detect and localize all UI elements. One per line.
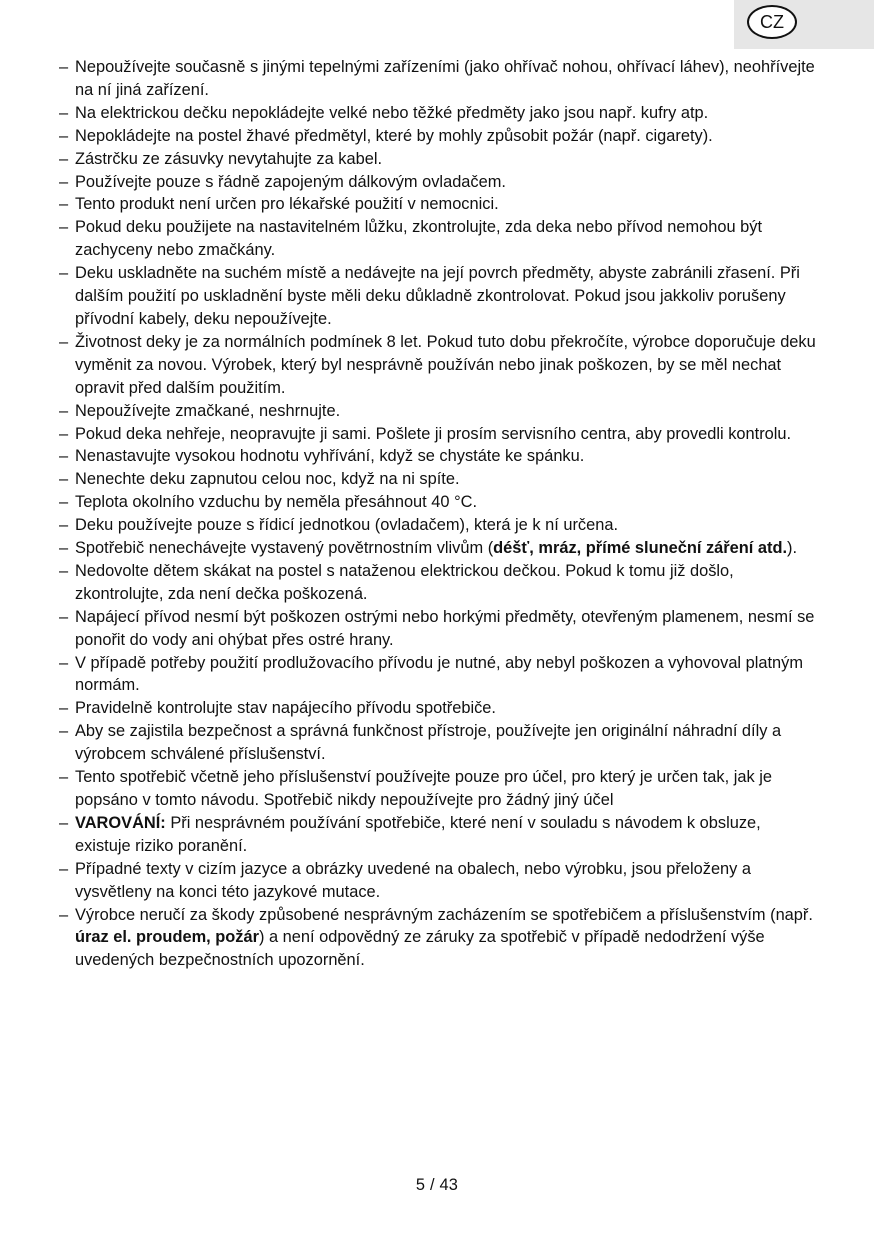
item-text: Tento spotřebič včetně jeho příslušenství používejte pouze pro účel, pro který je určen tak, jak je popsáno v tomto návodu. Spotřebič nikdy nepoužívejte pro žádný jiný účel (75, 768, 772, 809)
item-text: Zástrčku ze zásuvky nevytahujte za kabel. (75, 149, 383, 168)
list-item (59, 193, 819, 216)
list-item (59, 56, 819, 102)
list-dash: – (59, 470, 69, 489)
list-item (59, 514, 819, 537)
item-text: Používejte pouze s řádně zapojeným dálkovým ovladačem. (75, 172, 506, 191)
item-text: Deku používejte pouze s řídicí jednotkou (ovladačem), která je k ní určena. (75, 516, 618, 535)
list-dash: – (59, 401, 69, 420)
list-item (59, 491, 819, 514)
list-dash: – (59, 195, 69, 214)
item-text: Nenechte deku zapnutou celou noc, když na ni spíte. (75, 470, 460, 489)
list-dash: – (59, 493, 69, 512)
list-dash: – (59, 722, 69, 741)
item-text: ). (787, 539, 798, 558)
list-dash: – (59, 218, 69, 237)
list-item (59, 262, 819, 331)
list-dash: – (59, 768, 69, 787)
item-text: Výrobce neručí za škody způsobené nesprávným zacházením se spotřebičem a příslušenstvím (např. (75, 905, 813, 924)
list-dash: – (59, 653, 69, 672)
list-dash: – (59, 332, 69, 351)
list-dash: – (59, 516, 69, 535)
item-text: Nepoužívejte zmačkané, neshrnujte. (75, 401, 341, 420)
list-item (59, 400, 819, 423)
list-item (59, 331, 819, 400)
list-dash: – (59, 149, 69, 168)
list-item (59, 216, 819, 262)
safety-instructions-list (59, 56, 819, 972)
list-dash: – (59, 859, 69, 878)
list-dash: – (59, 813, 69, 832)
list-item (59, 102, 819, 125)
list-dash: – (59, 126, 69, 145)
item-text: Nenastavujte vysokou hodnotu vyhřívání, když se chystáte ke spánku. (75, 447, 585, 466)
list-item (59, 720, 819, 766)
list-dash: – (59, 699, 69, 718)
list-item (59, 606, 819, 652)
item-text: Pokud deka nehřeje, neopravujte ji sami. Pošlete ji prosím servisního centra, aby provedli kontrolu. (75, 424, 792, 443)
list-dash: – (59, 172, 69, 191)
list-item (59, 537, 819, 560)
list-dash: – (59, 264, 69, 283)
item-text: Na elektrickou dečku nepokládejte velké nebo těžké předměty jako jsou např. kufry atp. (75, 103, 709, 122)
list-item (59, 171, 819, 194)
list-dash: – (59, 607, 69, 626)
list-item (59, 125, 819, 148)
list-item (59, 904, 819, 973)
item-text: V případě potřeby použití prodlužovacího přívodu je nutné, aby nebyl poškozen a vyhovoval platným normám. (75, 653, 804, 695)
item-text: Tento produkt není určen pro lékařské použití v nemocnici. (75, 195, 499, 214)
item-text: Napájecí přívod nesmí být poškozen ostrými nebo horkými předměty, otevřeným plamenem, nesmí se ponořit do vody ani ohýbat přes ostré hrany. (75, 607, 815, 649)
list-item (59, 148, 819, 171)
item-text: Případné texty v cizím jazyce a obrázky uvedené na obalech, nebo výrobku, jsou přeloženy a vysvětleny na konci této jazykové mutace. (75, 859, 752, 901)
list-item (59, 858, 819, 904)
list-dash: – (59, 561, 69, 580)
item-text: Nedovolte dětem skákat na postel s nataženou elektrickou dečkou. Pokud k tomu již došlo, zkontrolujte, zda není dečka poškozená. (75, 561, 734, 603)
item-text: Nepoužívejte současně s jinými tepelnými zařízeními (jako ohřívač nohou, ohřívací láhev), neohřívejte na ní jiná zařízení. (75, 58, 815, 99)
item-text: ) a není odpovědný ze záruky za spotřebič v případě nedodržení výše uvedených bezpečnostních upozornění. (75, 928, 765, 970)
list-item (59, 445, 819, 468)
list-item (59, 423, 819, 446)
list-item (59, 652, 819, 698)
list-item (59, 560, 819, 606)
item-text: Při nesprávném používání spotřebiče, které není v souladu s návodem k obsluze, existuje riziko poranění. (75, 813, 761, 855)
emphasis-text: úraz el. proudem, požár (75, 928, 259, 947)
item-text: Teplota okolního vzduchu by neměla přesáhnout 40 °C. (75, 493, 478, 512)
item-text: Pokud deku použijete na nastavitelném lůžku, zkontrolujte, zda deka nebo přívod nemohou být zachyceny nebo zmačkány. (75, 218, 763, 260)
list-dash: – (59, 905, 69, 924)
emphasis-text: VAROVÁNÍ: (75, 813, 166, 832)
item-text: Deku uskladněte na suchém místě a nedávejte na její povrch předměty, abyste zabránili zřasení. Při dalším použití po uskladnění byste měli deku důkladně zkontrolovat. Pokud jsou jakkoliv porušeny přívodní kabely, deku nepoužívejte. (75, 264, 800, 328)
list-dash: – (59, 58, 69, 76)
list-item (59, 812, 819, 858)
list-item (59, 468, 819, 491)
list-dash: – (59, 103, 69, 122)
list-dash: – (59, 424, 69, 443)
item-text: Nepokládejte na postel žhavé předmětyl, které by mohly způsobit požár (např. cigarety). (75, 126, 713, 145)
page-number: 5 / 43 (415, 1176, 459, 1194)
list-item (59, 697, 819, 720)
language-tab (734, 0, 874, 49)
list-dash: – (59, 539, 69, 558)
item-text: Aby se zajistila bezpečnost a správná funkčnost přístroje, používejte jen originální náhradní díly a výrobcem schválené příslušenství. (75, 722, 782, 764)
emphasis-text: déšť, mráz, přímé sluneční záření atd. (493, 539, 788, 558)
list-dash: – (59, 447, 69, 466)
language-badge: CZ (747, 5, 797, 39)
item-text: Pravidelně kontrolujte stav napájecího přívodu spotřebiče. (75, 699, 496, 718)
item-text: Životnost deky je za normálních podmínek 8 let. Pokud tuto dobu překročíte, výrobce doporučuje deku vyměnit za novou. Výrobek, který byl nesprávně používán nebo jinak poškozen, by se měl nechat opravit před dalším použitím. (75, 332, 816, 397)
item-text: Spotřebič nenechávejte vystavený povětrnostním vlivům ( (75, 539, 494, 558)
list-item (59, 766, 819, 812)
